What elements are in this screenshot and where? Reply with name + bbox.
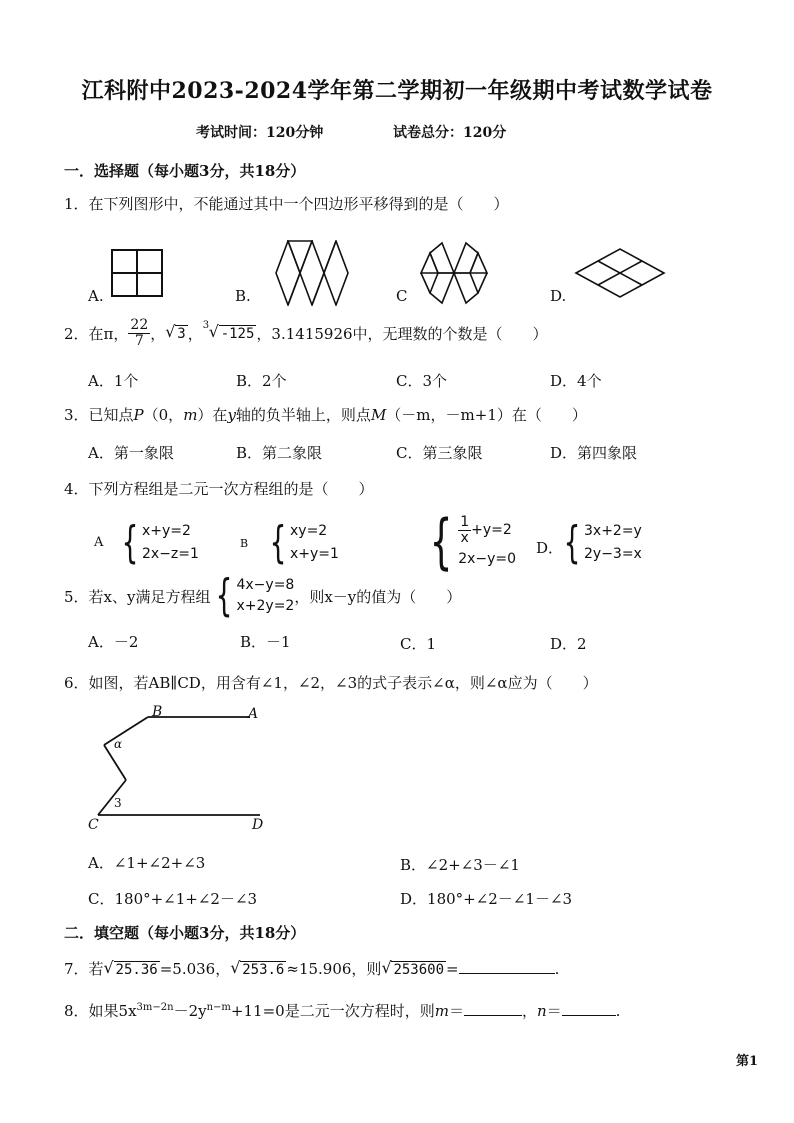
- exam-info: [196, 122, 506, 142]
- exam-time: 考试时间：120分钟: [196, 125, 324, 141]
- q2-cbrt: 3 √ -125: [203, 324, 257, 342]
- q5-option-a: A．－2: [88, 633, 139, 651]
- q8-text: 8．如果$5x^{3m-2n}-2y^{n-m}+11=0$是二元一次方程时，则m＝ ，n＝ .: [64, 1002, 621, 1020]
- q5-option-d: D．2: [550, 635, 587, 653]
- q6-point-c: C: [88, 817, 99, 833]
- q1-figure-a: [112, 250, 162, 296]
- q3-option-c: C．第三象限: [396, 444, 483, 462]
- q6-option-c: C．180°+∠1+∠2－∠3: [88, 890, 258, 908]
- q1-figures: [82, 240, 702, 306]
- q1-option-a: A.: [88, 287, 104, 305]
- q4-system-a: { x+y=2 2x−z=1: [121, 517, 199, 568]
- exam-total-score: 试卷总分：120分: [392, 125, 507, 141]
- q2-fraction: $\frac{22}{7}$: [130, 317, 149, 349]
- q1-figure-c: [421, 243, 487, 303]
- q3-option-b: B．第二象限: [236, 444, 323, 462]
- q6-angle-3: 3: [114, 796, 122, 810]
- q6-option-b: B．∠2+∠3－∠1: [400, 856, 520, 874]
- exam-title: 江科附中2023-2024学年第二学期初一年级期中考试数学试卷: [81, 78, 713, 104]
- q8-answer-blank-n[interactable]: [562, 1015, 616, 1016]
- q6-text: 6．如图，若AB∥CD，用含有∠1，∠2，∠3的式子表示∠α，则∠α应为（ ）: [64, 674, 598, 692]
- q2-option-c: C．3个: [396, 372, 448, 390]
- q2-option-b: B．2个: [236, 372, 287, 390]
- q2-sqrt: √ 3: [165, 324, 187, 342]
- q6-angle-alpha: α: [114, 737, 123, 751]
- q1-option-b: B.: [235, 287, 251, 305]
- q1-text: 1．在下列图形中，不能通过其中一个四边形平移得到的是（ ）: [64, 195, 509, 213]
- q1-option-c: C: [396, 287, 408, 305]
- q2-text: 2．在π， $\frac{22}{7}$ ， √ 3 ， 3 √ -125 ，3.1415926中，无理数的个数是（ ）: [64, 318, 548, 348]
- q6-option-a: A．∠1+∠2+∠3: [88, 854, 206, 872]
- q4-system-d: { 3x+2=y 2y−3=x: [563, 517, 642, 568]
- q1-option-d: D.: [550, 287, 567, 305]
- q4-text: 4．下列方程组是二元一次方程组的是（ ）: [64, 480, 374, 498]
- q6-point-a: A: [248, 706, 259, 722]
- q3-option-a: A．第一象限: [88, 444, 174, 462]
- q3-option-d: D．第四象限: [550, 444, 638, 462]
- q4-label-d: D．: [536, 539, 564, 557]
- section-2-heading: 二．填空题（每小题3分，共18分）: [64, 924, 306, 942]
- q6-point-d: D: [252, 817, 264, 833]
- q4-system-c: { $\frac{1}{x}$ +y=2 2x−y=0: [429, 507, 517, 577]
- q4-system-b: { xy=2 x+y=1: [269, 517, 339, 568]
- q5-option-b: B．－1: [240, 633, 291, 651]
- q1-figure-d: [576, 249, 664, 297]
- q2-option-a: A．1个: [88, 372, 139, 390]
- q4-label-a: A: [94, 535, 104, 550]
- q2-option-d: D．4个: [550, 372, 602, 390]
- q4-label-b: B: [240, 537, 249, 550]
- q5-option-c: C．1: [400, 635, 437, 653]
- q5-text: 5．若x、y满足方程组 { 4x−y=8 x+2y=2 ，则x－y的值为（ ）: [64, 570, 462, 621]
- q6-point-b: B: [152, 704, 163, 720]
- q8-answer-blank-m[interactable]: [464, 1015, 522, 1016]
- q1-figure-b: [276, 241, 348, 305]
- section-1-heading: 一．选择题（每小题3分，共18分）: [64, 162, 306, 180]
- q6-option-d: D．180°+∠2－∠1－∠3: [400, 890, 573, 908]
- q7-text: 7．若√ 25.36 =5.036，√ 253.6 ≈15.906，则√ 253600 = .: [64, 958, 559, 979]
- q7-answer-blank[interactable]: [459, 973, 555, 974]
- page-number: 第1: [736, 1054, 759, 1069]
- q3-text: 3．已知点P（0，m）在y轴的负半轴上，则点M（－m，－m+1）在（ ）: [64, 406, 587, 424]
